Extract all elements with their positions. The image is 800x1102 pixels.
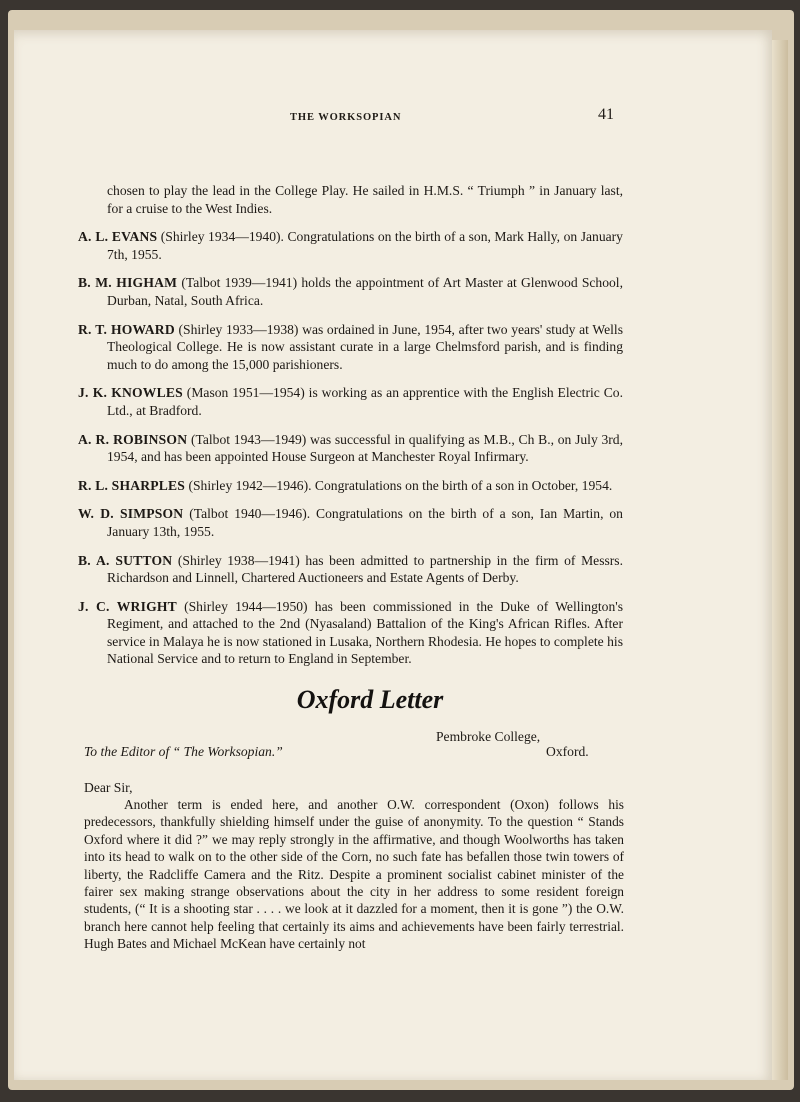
entry-howard	[78, 321, 623, 374]
salutation: Dear Sir,	[84, 780, 133, 795]
entry-knowles	[78, 384, 623, 419]
entry-higham	[78, 274, 623, 309]
entry-wright	[78, 598, 623, 668]
page-number: 41	[598, 106, 614, 123]
entry-name: A. R. ROBINSON	[78, 431, 188, 447]
entry-text: chosen to play the lead in the College Play. He sailed in H.M.S. “ Triumph ” in January last, for a cruise to the West Indies.	[107, 183, 623, 216]
entry-text: (Talbot 1943—1949) was successful in qualifying as M.B., Ch B., on July 3rd, 1954, and has been appointed House Surgeon at Manchester Royal Infirmary.	[107, 431, 624, 465]
entry-name: R. T. HOWARD	[78, 321, 175, 337]
page-edge	[772, 40, 788, 1080]
entry-sharples	[78, 477, 623, 495]
entry-name: B. M. HIGHAM	[78, 275, 178, 291]
entry-sutton	[78, 552, 623, 587]
address-city: Oxford.	[546, 744, 589, 759]
entry-name: W. D. SIMPSON	[78, 506, 184, 522]
entry-text: (Shirley 1933—1938) was ordained in June, 1954, after two years' study at Wells Theological College. He is now assistant curate in a large Chelmsford parish, and is finding much to do among the 15,000 parishioners.	[107, 321, 623, 372]
entry-name: J. K. KNOWLES	[78, 385, 183, 401]
entry-text: (Talbot 1940—1946). Congratulations on the birth of a son, Ian Martin, on January 13th, 1955.	[107, 506, 623, 539]
entry-text: (Talbot 1939—1941) holds the appointment of Art Master at Glenwood School, Durban, Natal, South Africa.	[107, 275, 623, 308]
section-heading: Oxford Letter	[296, 685, 444, 714]
address-college: Pembroke College,	[436, 729, 541, 744]
letter-body: Another term is ended here, and another O.W. correspondent (Oxon) follows his predecessors, thankfully shielding himself under the guise of anonymity. To the question “ Stands Oxford where it did ?” we may reply strongly in the affirmative, and though Woolworths has taken into its head to walk on to the other side of the Corn, no such fate has befallen those twin towers of liberty, the Radcliffe Camera and the Ritz. Despite a prominent socialist cabinet minister of the fairer sex making strange observations about the city in her address to some resident foreign students, (“ It is a shooting star . . . . we look at it dazzled for a moment, then it is gone ”) the O.W. branch here cannot help feeling that certainly its aims and achievements have been fairly terrestrial. Hugh Bates and Michael McKean have certainly not	[84, 797, 624, 952]
entry-simpson	[78, 505, 623, 540]
entry-name: J. C. WRIGHT	[78, 598, 177, 614]
entry-text: (Shirley 1934—1940). Congratulations on the birth of a son, Mark Hally, on January 7th, 1955.	[107, 229, 623, 262]
entry-name: B. A. SUTTON	[78, 552, 173, 568]
entry-name: A. L. EVANS	[78, 229, 158, 245]
entry-robinson	[78, 431, 623, 466]
old-boys-notes	[78, 182, 623, 679]
entry-text: (Shirley 1942—1946). Congratulations on the birth of a son in October, 1954.	[185, 477, 613, 493]
entry-name: R. L. SHARPLES	[78, 477, 186, 493]
entry-evans	[78, 228, 623, 263]
entry-continuation	[78, 182, 623, 217]
letter-recipient: To the Editor of “ The Worksopian.”	[84, 744, 283, 759]
entry-text: (Mason 1951—1954) is working as an apprentice with the English Electric Co. Ltd., at Bradford.	[107, 385, 623, 418]
entry-text: (Shirley 1944—1950) has been commissioned in the Duke of Wellington's Regiment, and attached to the 2nd (Nyasaland) Battalion of the King's African Rifles. After service in Malaya he is now stationed in Lusaka, Northern Rhodesia. He hopes to complete his National Service and to return to England in September.	[107, 598, 624, 667]
entry-text: (Shirley 1938—1941) has been admitted to partnership in the firm of Messrs. Richardson and Linnell, Chartered Auctioneers and Estate Agents of Derby.	[107, 552, 623, 586]
running-head: THE WORKSOPIAN	[290, 112, 402, 123]
